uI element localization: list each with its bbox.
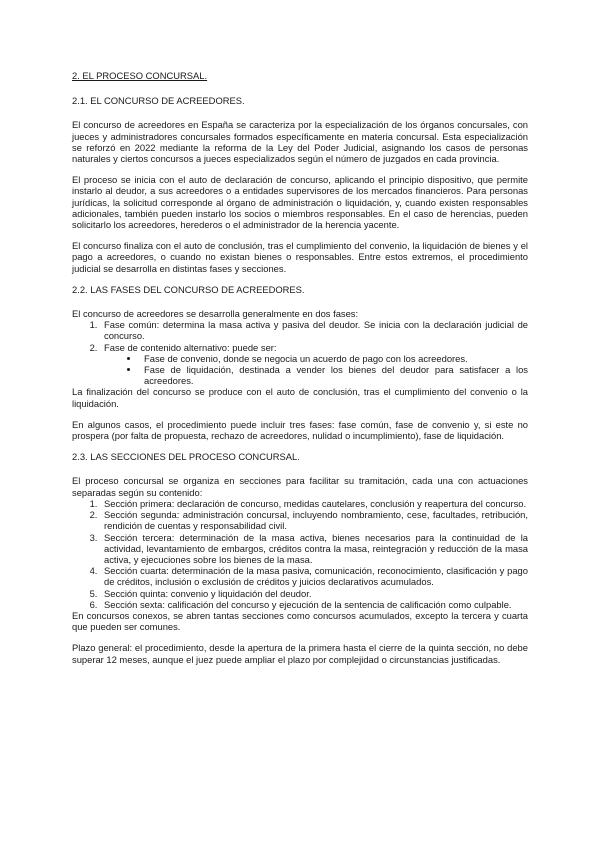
- list-item: 1. Sección primera: declaración de concurso, medidas cautelares, conclusión y reapertura del concurso.: [100, 498, 528, 509]
- sections-list: [72, 498, 528, 610]
- list-item: 4. Sección cuarta: determinación de la masa pasiva, comunicación, reconocimiento, clasificación y pago de créditos, inclusión o exclusión de créditos y juicios declarativos acumulados.: [100, 565, 528, 587]
- section-heading-2-2: 2.2. LAS FASES DEL CONCURSO DE ACREEDORES.: [72, 283, 305, 295]
- list-item: 2. Sección segunda: administración concursal, incluyendo nombramiento, cese, facultades, retribución, rendición de cuentas y responsabilidad civil.: [100, 509, 528, 531]
- paragraph: Plazo general: el procedimiento, desde la apertura de la primera hasta el cierre de la quinta sección, no debe superar 12 meses, aunque el juez puede ampliar el plazo por complejidad o circunstancias justificadas.: [72, 642, 528, 665]
- paragraph: El proceso se inicia con el auto de declaración de concurso, aplicando el principio dispositivo, que permite instarlo al deudor, a sus acreedores o a entidades supervisores de los mercados financieros. Para personas jurídicas, la solicitud corresponde al órgano de administración o liquidación, y, cuando existen responsables adicionales, también pueden instarlo los socios o miembros responsables. En el caso de herencias, pueden solicitarlo los acreedores, herederos o el administrador de la herencia yacente.: [72, 174, 528, 231]
- phases-list: [72, 319, 528, 386]
- main-heading: 2. EL PROCESO CONCURSAL.: [72, 70, 208, 81]
- document-page: [72, 70, 528, 675]
- paragraph: En concursos conexos, se abren tantas secciones como concursos acumulados, excepto la tercera y cuarta que pueden ser comunes.: [72, 609, 528, 633]
- list-item-text: Fase de contenido alternativo: puede ser:: [104, 341, 277, 353]
- sub-list: [104, 353, 528, 387]
- list-item: 3. Sección tercera: determinación de la masa activa, bienes necesarios para la continuidad de la actividad, levantamiento de embargos, créditos contra la masa, reintegración y reducción de la masa activa, y ejecuciones sobre los bienes de la masa.: [100, 532, 528, 566]
- sub-list-item: • Fase de convenio, donde se negocia un acuerdo de pago con los acreedores.: [140, 353, 528, 364]
- sub-list-item: • Fase de liquidación, destinada a vender los bienes del deudor para satisfacer a los acreedores.: [140, 364, 528, 386]
- paragraph: El concurso de acreedores se desarrolla generalmente en dos fases:: [72, 308, 359, 320]
- paragraph: El concurso finaliza con el auto de conclusión, tras el cumplimiento del convenio, la liquidación de bienes y el pago a acreedores, o cuando no existan bienes o responsables. Entre estos extremos, el procedimiento judicial se desarrolla en distintas fases y secciones.: [72, 240, 528, 274]
- paragraph: El proceso concursal se organiza en secciones para facilitar su tramitación, cada una con actuaciones separadas según su contenido:: [72, 475, 528, 498]
- list-item: [100, 342, 528, 387]
- section-heading-2-3: 2.3. LAS SECCIONES DEL PROCESO CONCURSAL.: [72, 451, 300, 463]
- list-item: 1. Fase común: determina la masa activa y pasiva del deudor. Se inicia con la declaración judicial de concurso.: [100, 319, 528, 341]
- list-item: 6. Sección sexta: calificación del concurso y ejecución de la sentencia de calificación como culpable.: [100, 599, 528, 610]
- list-item: 5. Sección quinta: convenio y liquidación del deudor.: [100, 588, 528, 599]
- paragraph: La finalización del concurso se produce con el auto de conclusión, tras el cumplimiento del convenio o la liquidación.: [72, 386, 528, 409]
- paragraph: El concurso de acreedores en España se caracteriza por la especialización de los órganos concursales, con jueces y administradores concursales formados específicamente en materia concursal. Esta especialización se reforzó en 2022 mediante la reforma de la Ley del Poder Judicial, asignando los casos de personas naturales y ciertos concursos a jueces especializados según el número de juzgados en cada provincia.: [72, 119, 528, 165]
- section-heading-2-1: 2.1. EL CONCURSO DE ACREEDORES.: [72, 95, 245, 107]
- paragraph: En algunos casos, el procedimiento puede incluir tres fases: fase común, fase de convenio y, si este no prospera (por falta de propuesta, rechazo de acreedores, nulidad o incumplimiento), fase de liquidación.: [72, 418, 528, 442]
